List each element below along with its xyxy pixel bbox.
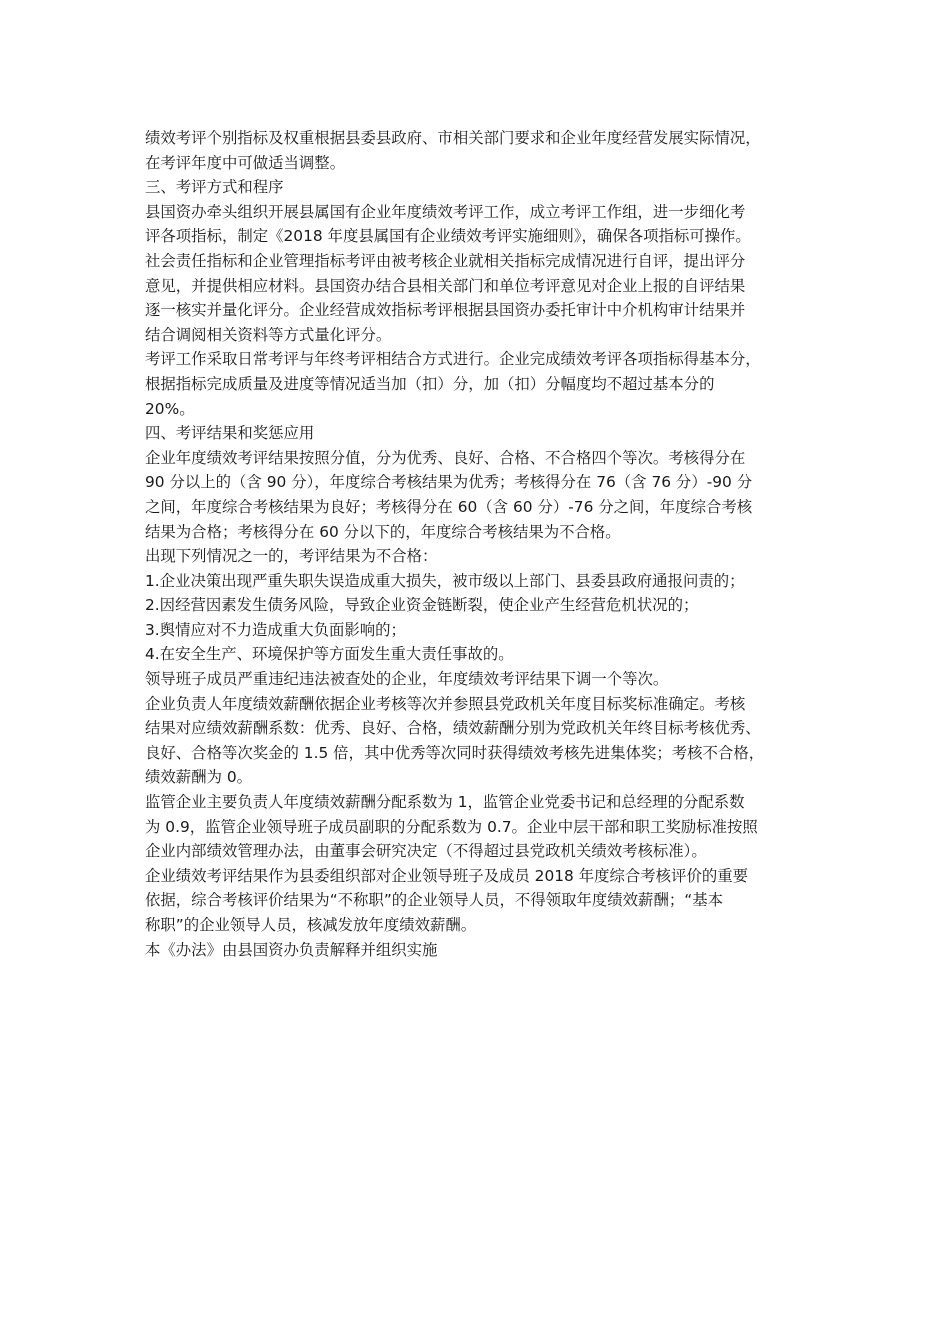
list-item xyxy=(145,618,810,643)
text-line: 意见，并提供相应材料。县国资办结合县相关部门和单位考评意见对企业上报的自评结果 xyxy=(145,276,746,295)
paragraph xyxy=(145,347,810,421)
text-line: 企业内部绩效管理办法，由董事会研究决定（不得超过县党政机关绩效考核标准）。 xyxy=(145,842,707,861)
text-line: 结果为合格；考核得分在 60 分以下的，年度综合考核结果为不合格。 xyxy=(145,522,621,541)
text-line: 90 分以上的（含 90 分），年度综合考核结果为优秀；考核得分在 76（含 76 分）-90 分 xyxy=(145,473,753,492)
text-line: 结合调阅相关资料等方式量化评分。 xyxy=(145,325,392,344)
list-item xyxy=(145,593,810,618)
text-line: 出现下列情况之一的，考评结果为不合格： xyxy=(145,547,438,566)
paragraph xyxy=(145,938,810,963)
section-heading xyxy=(145,175,810,200)
text-line: 在考评年度中可做适当调整。 xyxy=(145,153,346,172)
text-line: 为 0.9，监管企业领导班子成员副职的分配系数为 0.7。企业中层干部和职工奖励标准按照 xyxy=(145,817,758,836)
text-line: 绩效考评个别指标及权重根据县委县政府、市相关部门要求和企业年度经营发展实际情况， xyxy=(145,129,761,147)
text-line: 1.企业决策出现严重失职失误造成重大损失，被市级以上部门、县委县政府通报问责的； xyxy=(145,571,745,590)
text-line: 考评工作采取日常考评与年终考评相结合方式进行。企业完成绩效考评各项指标得基本分， xyxy=(145,350,761,369)
text-line: 4.在安全生产、环境保护等方面发生重大责任事故的。 xyxy=(145,645,514,664)
text-line: 四、考评结果和奖惩应用 xyxy=(145,424,315,443)
paragraph xyxy=(145,692,810,790)
paragraph xyxy=(145,864,810,938)
text-line: 2.因经营因素发生债务风险，导致企业资金链断裂，使企业产生经营危机状况的； xyxy=(145,596,699,615)
text-line: 监管企业主要负责人年度绩效薪酬分配系数为 1，监管企业党委书记和总经理的分配系数 xyxy=(145,793,745,812)
text-line: 企业负责人年度绩效薪酬依据企业考核等次并参照县党政机关年度目标奖标准确定。考核 xyxy=(145,694,746,713)
text-line: 本《办法》由县国资办负责解释并组织实施 xyxy=(145,940,438,959)
paragraph xyxy=(145,544,810,569)
text-line: 依据，综合考核评价结果为“不称职”的企业领导人员，不得领取年度绩效薪酬；“基本 xyxy=(145,891,723,910)
document-body xyxy=(145,126,810,962)
list-item xyxy=(145,569,810,594)
text-line: 领导班子成员严重违纪违法被查处的企业，年度绩效考评结果下调一个等次。 xyxy=(145,670,669,689)
text-line: 评各项指标，制定《2018 年度县属国有企业绩效考评实施细则》，确保各项指标可操作。 xyxy=(145,227,751,246)
paragraph xyxy=(145,446,810,544)
text-line: 20%。 xyxy=(145,399,195,418)
text-line: 企业年度绩效考评结果按照分值，分为优秀、良好、合格、不合格四个等次。考核得分在 xyxy=(145,448,746,467)
text-line: 三、考评方式和程序 xyxy=(145,178,284,197)
text-line: 逐一核实并量化评分。企业经营成效指标考评根据县国资办委托审计中介机构审计结果并 xyxy=(145,301,746,320)
text-line: 根据指标完成质量及进度等情况适当加（扣）分，加（扣）分幅度均不超过基本分的 xyxy=(145,374,715,393)
paragraph xyxy=(145,790,810,864)
text-line: 社会责任指标和企业管理指标考评由被考核企业就相关指标完成情况进行自评，提出评分 xyxy=(145,251,746,270)
paragraph xyxy=(145,126,810,175)
document-content xyxy=(145,126,810,962)
text-line: 结果对应绩效薪酬系数：优秀、良好、合格，绩效薪酬分别为党政机关年终目标考核优秀、 xyxy=(145,719,761,738)
paragraph xyxy=(145,667,810,692)
text-line: 绩效薪酬为 0。 xyxy=(145,768,253,787)
list-item xyxy=(145,642,810,667)
text-line: 称职”的企业领导人员，核减发放年度绩效薪酬。 xyxy=(145,916,477,934)
paragraph xyxy=(145,200,810,348)
section-heading xyxy=(145,421,810,446)
text-line: 之间，年度综合考核结果为良好；考核得分在 60（含 60 分）-76 分之间，年度综合考核 xyxy=(145,497,753,516)
text-line: 良好、合格等次奖金的 1.5 倍，其中优秀等次同时获得绩效考核先进集体奖；考核不合格， xyxy=(145,743,765,762)
text-line: 3.舆情应对不力造成重大负面影响的； xyxy=(145,620,406,639)
text-line: 企业绩效考评结果作为县委组织部对企业领导班子及成员 2018 年度综合考核评价的重要 xyxy=(145,866,749,885)
text-line: 县国资办牵头组织开展县属国有企业年度绩效考评工作，成立考评工作组，进一步细化考 xyxy=(145,202,746,221)
